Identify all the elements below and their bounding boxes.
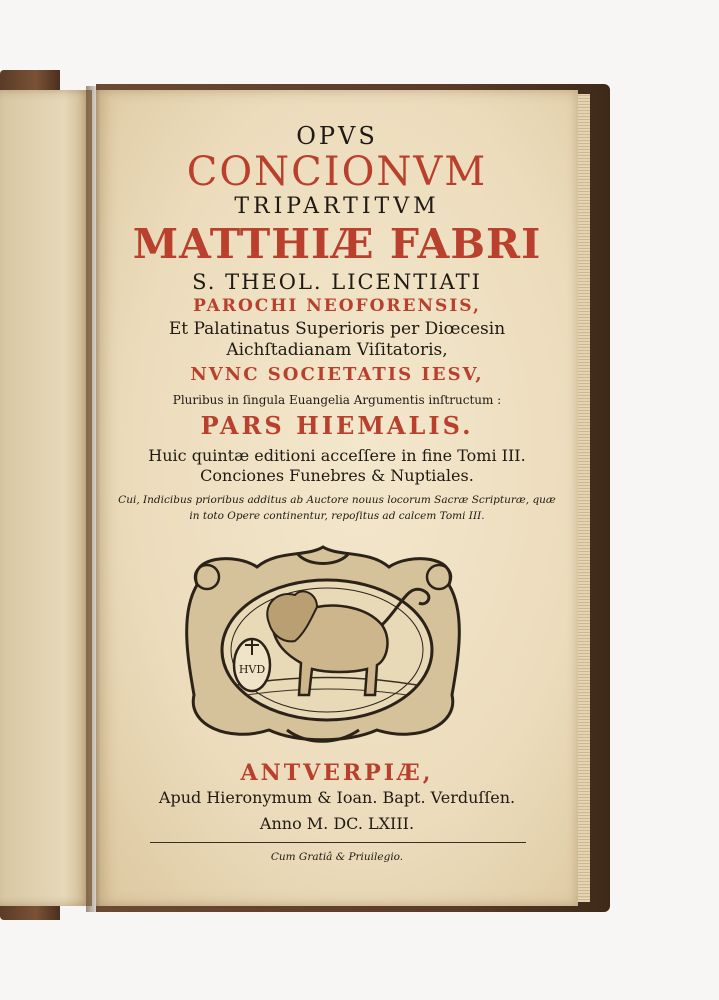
imprint-rule xyxy=(150,842,526,843)
pars-hiemalis: PARS HIEMALIS. xyxy=(200,411,474,440)
privilege-line: Cum Gratiâ & Priuilegio. xyxy=(270,851,404,863)
index-note-1: Cui, Indicibus prioribus additus ab Auctore nouus locorum Sacræ Scripturæ, quæ xyxy=(118,494,556,506)
title-line-tripartitum: TRIPARTITVM xyxy=(234,194,440,219)
title-line-opus: OPVS xyxy=(296,122,378,150)
emblem-monogram: HVD xyxy=(238,663,266,676)
title-page xyxy=(96,90,578,906)
left-page xyxy=(0,90,92,906)
spine-shadow xyxy=(86,86,100,912)
edition-line: Huic quintæ editioni acceſſere in fine Tomi III. xyxy=(148,446,526,465)
imprint-year: Anno M. DC. LXIII. xyxy=(259,814,415,833)
author-degree: S. THEOL. LICENTIATI xyxy=(192,270,482,294)
author-office-1: Et Palatinatus Superioris per Diœcesin xyxy=(168,319,506,339)
imprint-city: ANTVERPIÆ, xyxy=(240,760,434,786)
author-parish: PAROCHI NEOFORENSIS, xyxy=(193,296,481,316)
conciones-line: Conciones Funebres & Nuptiales. xyxy=(200,466,474,485)
author-office-2: Aichſtadianam Viſitatoris, xyxy=(226,340,448,360)
imprint-printer: Apud Hieronymum & Ioan. Bapt. Verduſſen. xyxy=(158,788,516,807)
subtitle-line: Pluribus in ſingula Euangelia Argumentis inſtructum : xyxy=(172,393,502,407)
society-line: NVNC SOCIETATIS IESV, xyxy=(190,364,484,385)
lion-emblem xyxy=(177,545,469,745)
index-note-2: in toto Opere continentur, repoſitus ad calcem Tomi III. xyxy=(189,510,485,522)
title-line-concionum: CONCIONVM xyxy=(186,149,488,195)
open-book xyxy=(0,64,612,926)
author-name: MATTHIÆ FABRI xyxy=(132,220,542,268)
